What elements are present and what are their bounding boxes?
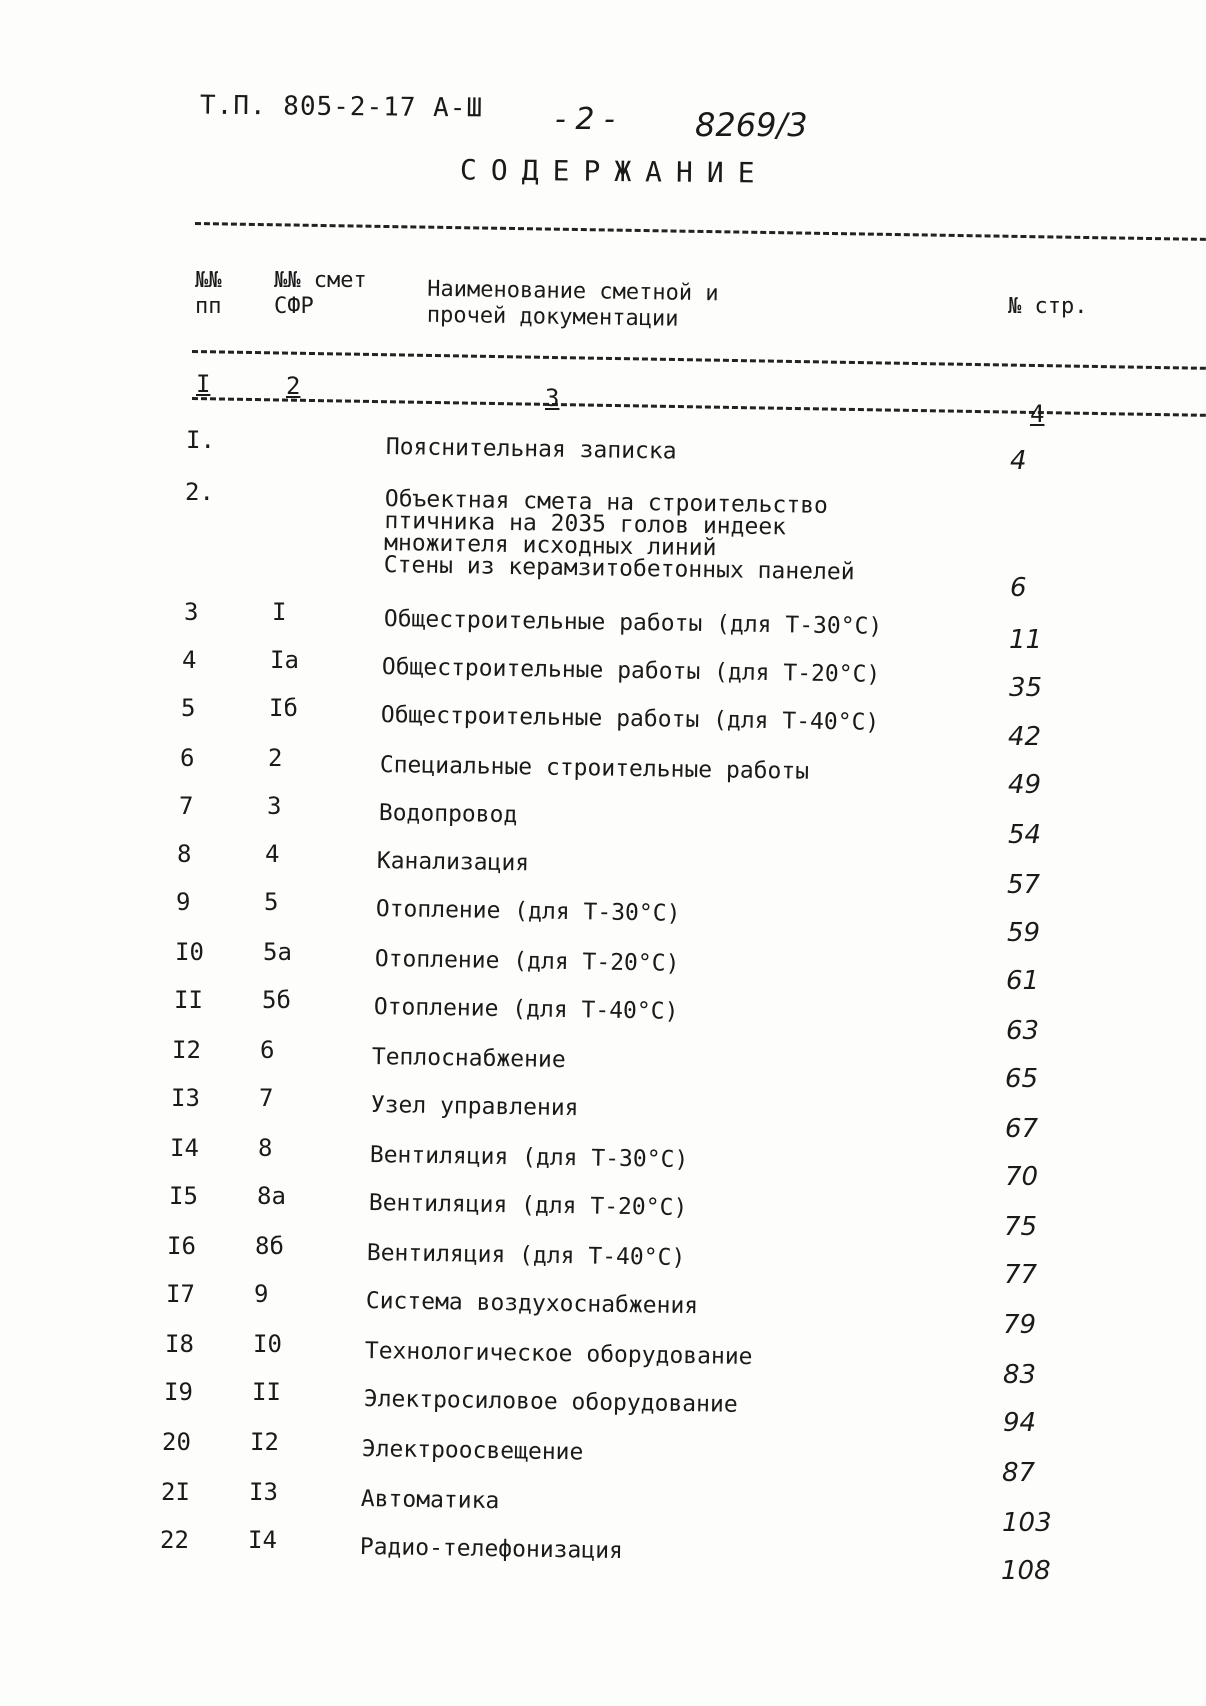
document-name: Отопление (для Т-30°С) [375,896,681,927]
row-number: I0 [175,938,204,966]
column-header-page-number: № стр. [1008,294,1088,319]
row-number: I9 [164,1378,193,1406]
estimate-number: 4 [265,840,280,868]
row-number: I3 [171,1084,200,1112]
page-number: 4 [1010,446,1027,476]
page-number: 79 [1003,1310,1037,1340]
estimate-number: I2 [250,1428,279,1456]
document-name: Объектная смета на строительство птичника на 2035 голов индеек множителя исходных линий Стены из керамзитобетонных панелей [383,486,855,586]
row-number: 22 [160,1526,189,1554]
column-number-1: I [196,370,211,398]
document-name: Отопление (для Т-20°С) [374,946,680,977]
document-name: Электросиловое оборудование [363,1386,738,1418]
page-number: 70 [1005,1162,1039,1192]
row-number: I7 [166,1280,195,1308]
document-name: Вентиляция (для Т-20°С) [368,1190,688,1221]
page-marker: - 2 - [555,102,615,137]
estimate-number: I0 [253,1330,282,1358]
row-number: 8 [177,840,192,868]
row-number: II [174,986,203,1014]
estimate-number: 5а [263,938,292,966]
estimate-number: 5 [264,888,279,916]
document-name: Электроосвещение [361,1436,584,1466]
row-number: 20 [162,1428,191,1456]
estimate-number: 8б [255,1232,284,1260]
row-number: 6 [180,744,195,772]
archive-number: 8269/3 [695,106,808,144]
estimate-number: 6 [260,1036,275,1064]
page-number: 49 [1008,770,1042,800]
document-name: Технологическое оборудование [364,1338,753,1371]
page-number: 77 [1004,1260,1038,1290]
document-name: Специальные строительные работы [379,752,810,785]
row-number: I. [186,426,215,454]
estimate-number: I4 [248,1526,277,1554]
document-name: Вентиляция (для Т-30°С) [369,1142,689,1173]
document-name: Автоматика [360,1486,500,1515]
page-number: 57 [1007,870,1041,900]
estimate-number: Iб [269,694,298,722]
page-number: 11 [1009,625,1043,655]
document-name: Общестроительные работы (для Т-40°С) [380,702,880,736]
page-number: 94 [1003,1408,1037,1438]
document-name: Система воздухоснабжения [365,1288,699,1320]
estimate-number: Iа [270,646,299,674]
estimate-number: 8 [258,1134,273,1162]
document-name: Канализация [376,848,530,877]
row-number: 3 [184,598,199,626]
document-name: Узел управления [370,1092,579,1122]
document-name: Общестроительные работы (для Т-20°С) [381,654,881,688]
row-number: 5 [181,694,196,722]
column-number-3: 3 [545,384,560,412]
page-title: СОДЕРЖАНИЕ [459,153,769,190]
page-number: 83 [1003,1360,1037,1390]
row-number: I8 [165,1330,194,1358]
row-number: I4 [170,1134,199,1162]
document-name: Теплоснабжение [371,1044,566,1074]
estimate-number: 8а [257,1182,286,1210]
document-name: Отопление (для Т-40°С) [373,994,679,1025]
row-number: 2I [161,1478,190,1506]
page-number: 59 [1007,918,1041,948]
row-number: I2 [172,1036,201,1064]
row-number: 7 [179,792,194,820]
page-number: 108 [1001,1556,1051,1586]
row-number: 4 [182,646,197,674]
column-header-row-number: №№ пп [195,268,222,319]
estimate-number: 7 [259,1084,274,1112]
estimate-number: 5б [262,986,291,1014]
column-header-document-name: Наименование сметной и прочей документации [426,276,719,332]
page-number: 67 [1005,1114,1039,1144]
row-number: 2. [185,478,214,506]
column-number-4: 4 [1030,400,1045,428]
estimate-number: 2 [268,744,283,772]
page-number: 6 [1010,573,1027,603]
page-number: 54 [1008,820,1042,850]
estimate-number: 9 [254,1280,269,1308]
page-number: 42 [1008,722,1042,752]
column-number-2: 2 [286,372,301,400]
page-number: 65 [1005,1064,1039,1094]
estimate-number: II [252,1378,281,1406]
page-number: 75 [1004,1212,1038,1242]
document-name: Вентиляция (для Т-40°С) [366,1240,686,1271]
row-number: 9 [176,888,191,916]
page-number: 63 [1006,1016,1040,1046]
document-code: Т.П. 805-2-17 А-Ш [199,90,484,124]
column-header-estimate-number: №№ смет СФР [274,268,367,319]
estimate-number: 3 [267,792,282,820]
estimate-number: I [272,598,287,626]
row-number: I6 [167,1232,196,1260]
page-number: 87 [1002,1458,1036,1488]
document-name: Пояснительная записка [385,434,677,465]
estimate-number: I3 [249,1478,278,1506]
page-number: 35 [1009,673,1043,703]
page-number: 61 [1006,966,1040,996]
page-number: 103 [1002,1508,1052,1538]
document-name: Радио-телефонизация [359,1534,624,1565]
document-name: Общестроительные работы (для Т-30°С) [383,606,883,640]
row-number: I5 [169,1182,198,1210]
document-name: Водопровод [378,800,518,829]
